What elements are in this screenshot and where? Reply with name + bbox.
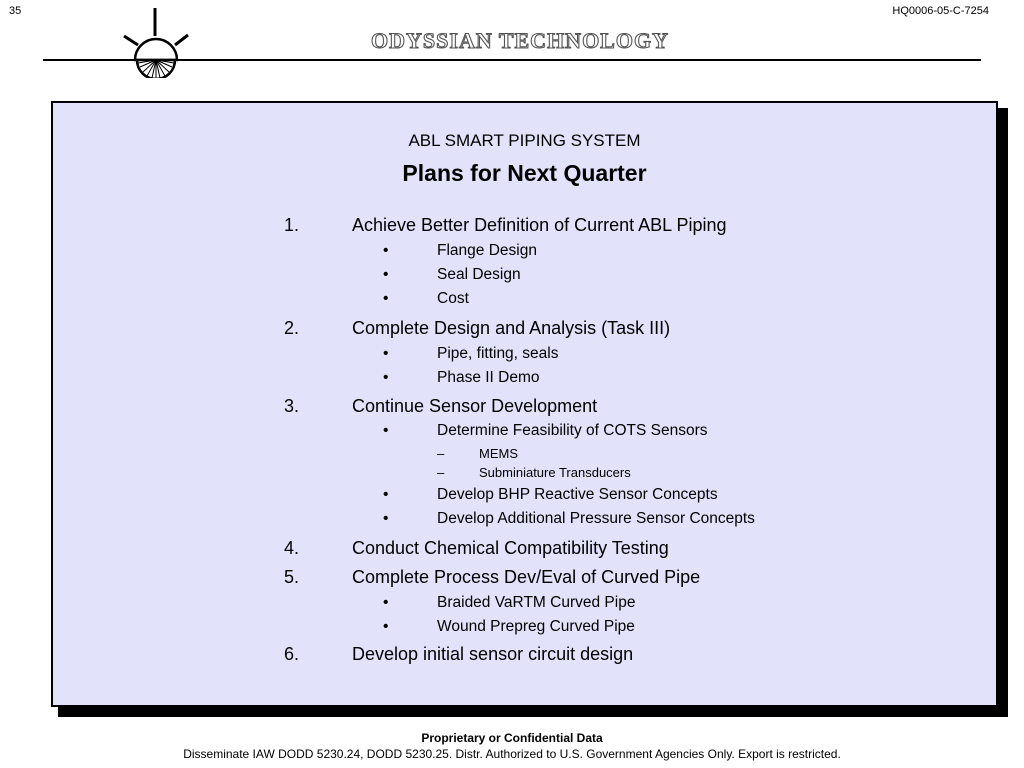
item-number: 1. — [284, 215, 300, 235]
bullet-marker: • — [383, 422, 389, 439]
bullet-marker: • — [383, 486, 389, 503]
company-name: ODYSSIAN TECHNOLOGY — [371, 28, 669, 53]
slide-title: Plans for Next Quarter — [402, 160, 647, 186]
bullet-marker: • — [383, 290, 389, 307]
bullet-marker: • — [383, 618, 389, 635]
bullet-marker: • — [383, 242, 389, 259]
item-number: 5. — [284, 567, 300, 587]
item-text: Develop Additional Pressure Sensor Concepts — [437, 510, 755, 527]
item-number: 4. — [284, 538, 300, 558]
item-text: Braided VaRTM Curved Pipe — [437, 594, 636, 611]
item-text: Pipe, fitting, seals — [437, 345, 559, 362]
item-text: Continue Sensor Development — [352, 396, 598, 416]
company-logo-wordmark — [360, 24, 680, 58]
header-rule — [43, 59, 981, 61]
item-text: Seal Design — [437, 266, 521, 283]
bullet-marker: • — [383, 369, 389, 386]
page-number: 35 — [9, 5, 22, 17]
item-text: Achieve Better Definition of Current ABL Piping — [352, 215, 727, 235]
item-text: Flange Design — [437, 242, 537, 259]
item-text: Determine Feasibility of COTS Sensors — [437, 422, 708, 439]
footer-note: Disseminate IAW DODD 5230.24, DODD 5230.25. Distr. Authorized to U.S. Government Agencies Only. Export is restricted. — [183, 747, 841, 761]
item-text: Subminiature Transducers — [479, 465, 631, 480]
footer-title: Proprietary or Confidential Data — [421, 731, 603, 745]
item-number: 2. — [284, 318, 300, 338]
item-text: Complete Design and Analysis (Task III) — [352, 318, 671, 338]
item-number: 3. — [284, 396, 300, 416]
bullet-marker: • — [383, 594, 389, 611]
item-text: Conduct Chemical Compatibility Testing — [352, 538, 669, 558]
item-number: 6. — [284, 644, 300, 664]
bullet-marker: • — [383, 510, 389, 527]
item-text: Cost — [437, 290, 469, 307]
document-id: HQ0006-05-C-7254 — [892, 5, 989, 17]
item-text: Complete Process Dev/Eval of Curved Pipe — [352, 567, 701, 587]
slide-panel — [51, 101, 998, 707]
slide-subtitle: ABL SMART PIPING SYSTEM — [408, 131, 641, 150]
bullet-marker: • — [383, 345, 389, 362]
dash-marker: – — [437, 446, 445, 461]
item-text: MEMS — [479, 446, 518, 461]
item-text: Develop initial sensor circuit design — [352, 644, 634, 664]
sunburst-logo-icon — [116, 6, 196, 78]
dash-marker: – — [437, 465, 445, 480]
item-text: Phase II Demo — [437, 369, 540, 386]
item-text: Develop BHP Reactive Sensor Concepts — [437, 486, 718, 503]
bullet-marker: • — [383, 266, 389, 283]
item-text: Wound Prepreg Curved Pipe — [437, 618, 635, 635]
